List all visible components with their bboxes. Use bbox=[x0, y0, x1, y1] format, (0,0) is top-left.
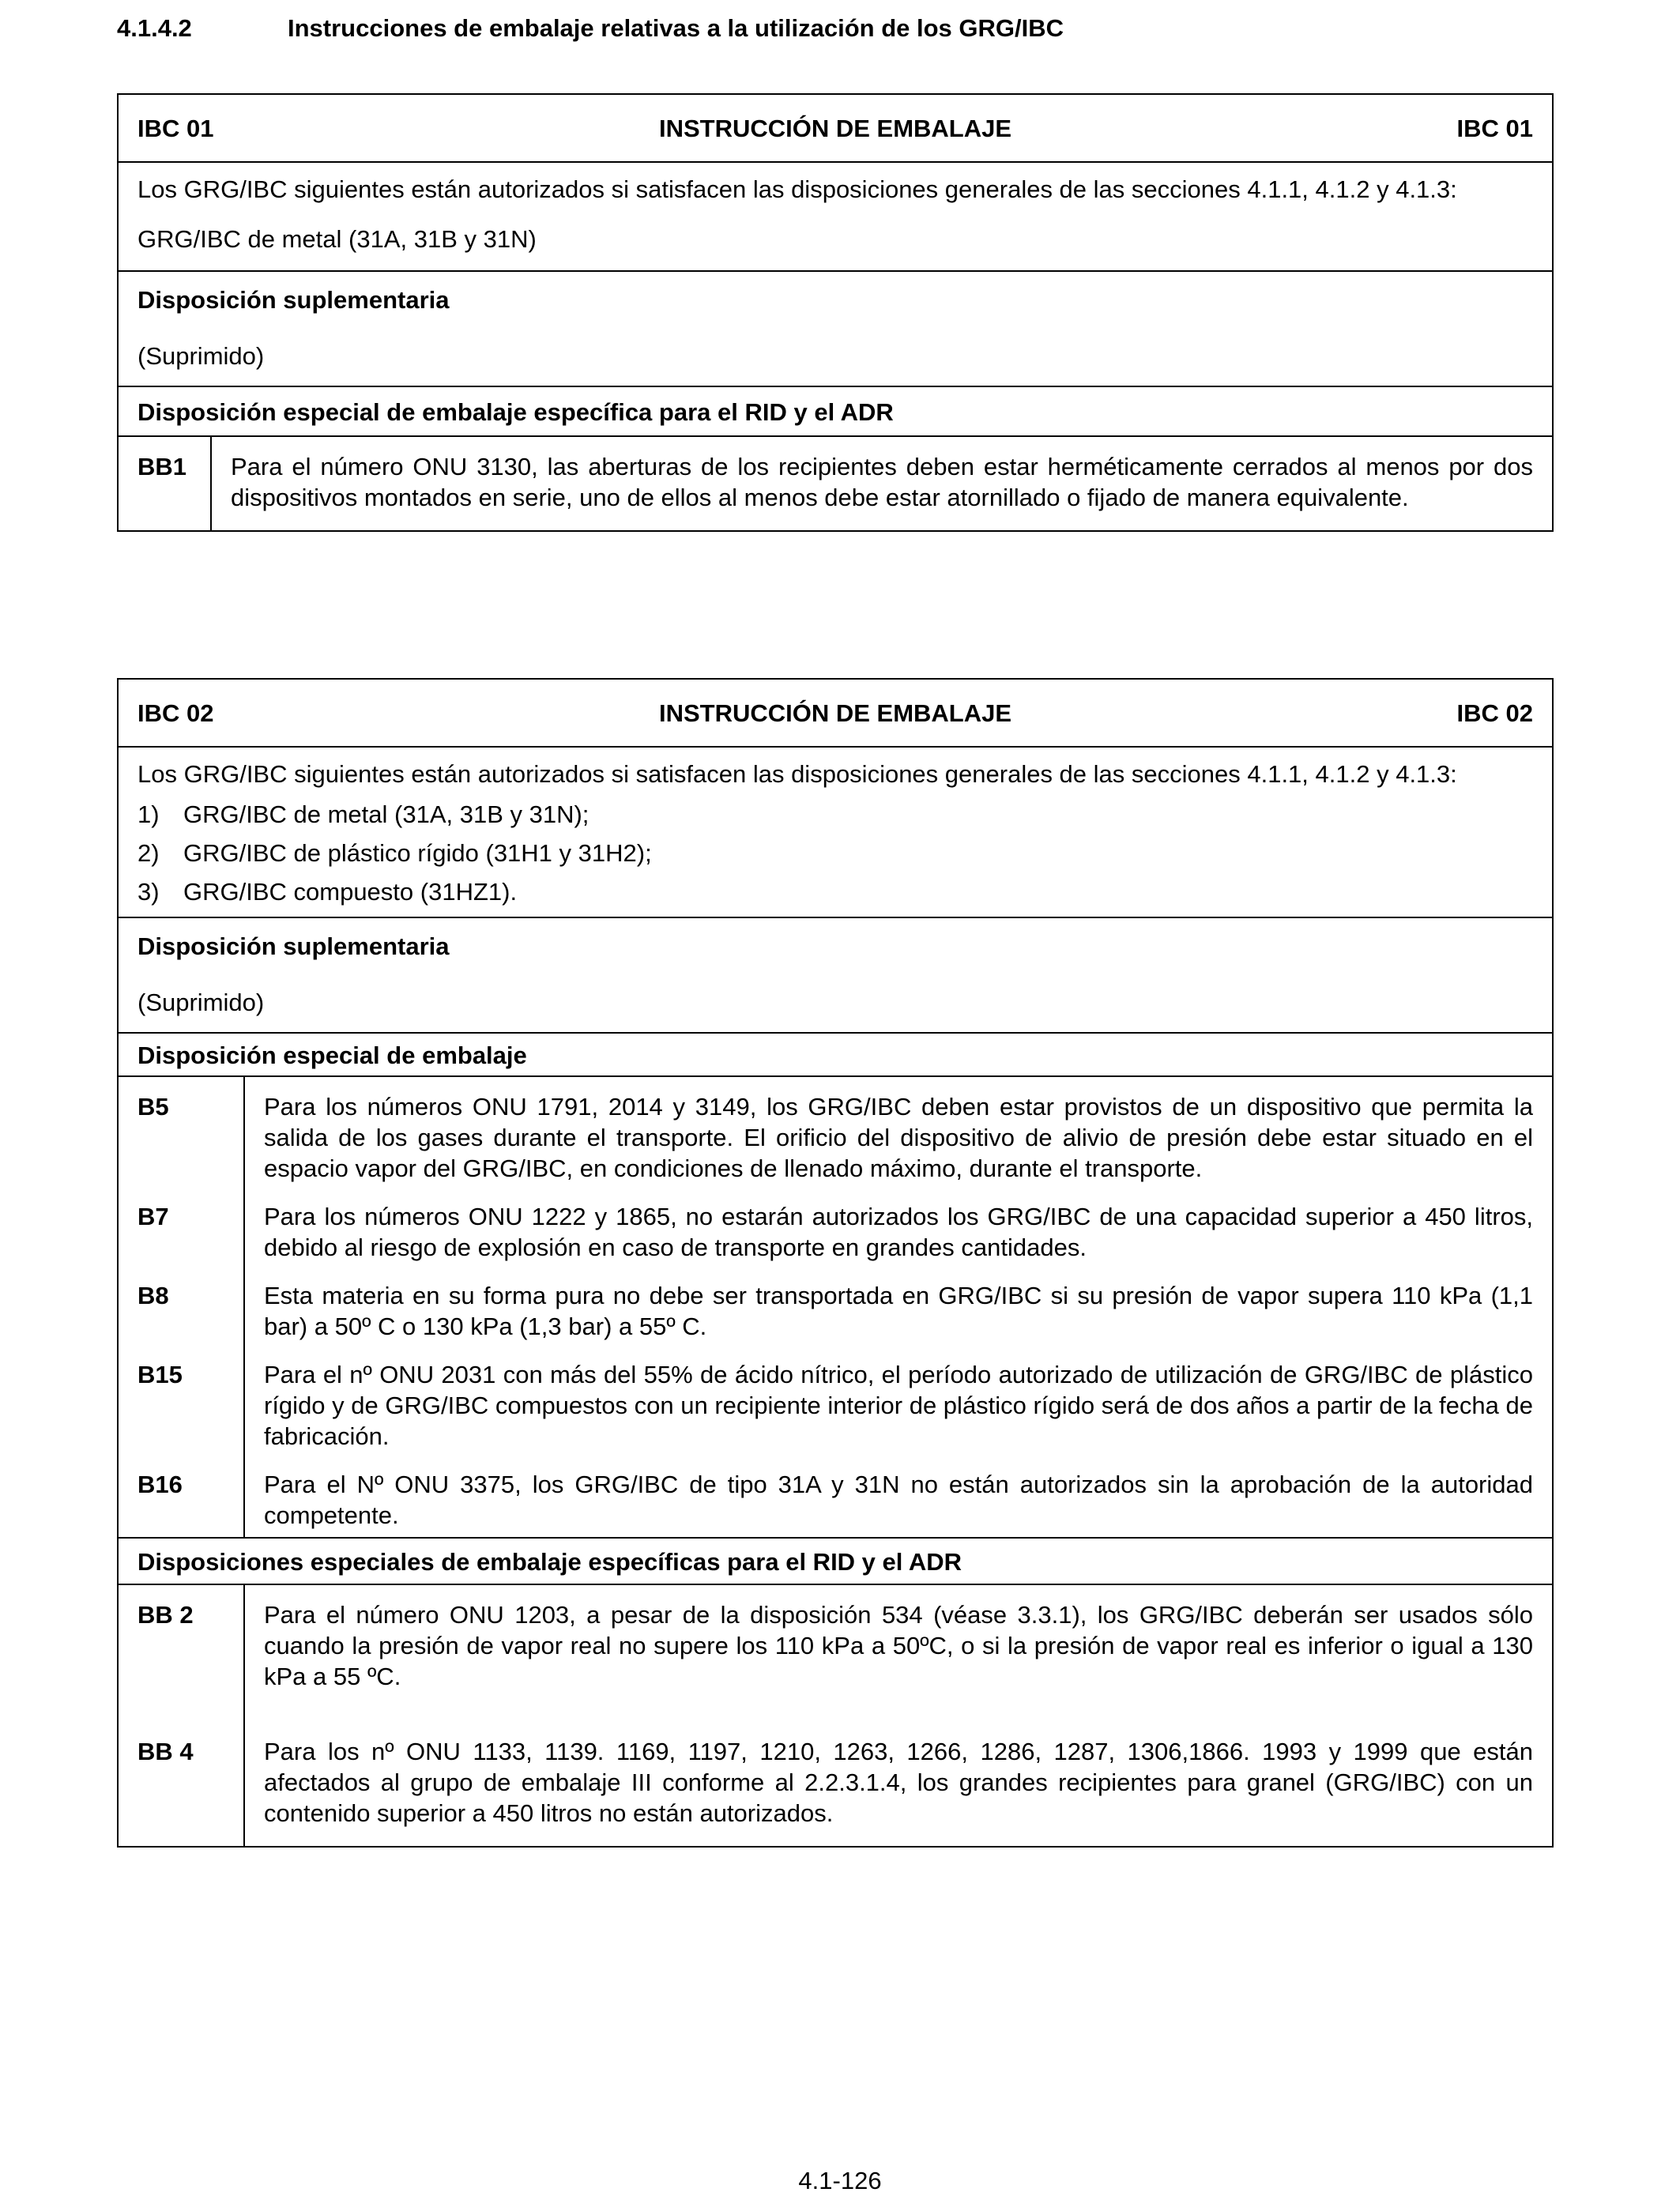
ibc02-container-list bbox=[137, 799, 1533, 907]
ibc01-special-row bbox=[119, 437, 1552, 530]
list-item-text: GRG/IBC de plástico rígido (31H1 y 31H2); bbox=[183, 839, 652, 867]
ibc01-supplementary bbox=[119, 272, 1552, 387]
special-provision-row bbox=[119, 1077, 1552, 1192]
special-provision-row bbox=[119, 1350, 1552, 1460]
ibc01-containers: GRG/IBC de metal (31A, 31B y 31N) bbox=[137, 225, 537, 253]
special-provision-row bbox=[119, 1460, 1552, 1537]
special-provision-row bbox=[119, 1192, 1552, 1271]
section-number: 4.1.4.2 bbox=[117, 14, 192, 42]
special-provision-row bbox=[119, 1271, 1552, 1350]
ibc01-special-code: BB1 bbox=[119, 437, 212, 530]
ibc02-table bbox=[117, 678, 1554, 1848]
ibc01-code-right: IBC 01 bbox=[1456, 114, 1533, 142]
list-item bbox=[137, 876, 1533, 907]
ibc01-special-title-text: Disposición especial de embalaje específica para el RID y el ADR bbox=[137, 398, 894, 426]
special-provision-text: Para los números ONU 1791, 2014 y 3149, los GRG/IBC deben estar provistos de un dispositivo que permita la salida de los gases durante el transporte. El orificio del dispositivo de alivio de presión debe estar situado en el espacio vapor del GRG/IBC, en condiciones de llenado máximo, durante el transporte. bbox=[264, 1093, 1533, 1182]
ibc02-authorized bbox=[119, 748, 1552, 918]
list-item bbox=[137, 838, 1533, 868]
ibc01-special-text: Para el número ONU 3130, las aberturas de los recipientes deben estar herméticamente cerrados al menos por dos dispositivos montados en serie, uno de ellos al menos debe estar atornillado o fijado de manera equivalente. bbox=[231, 453, 1533, 511]
ibc02-rid-adr-title bbox=[119, 1539, 1552, 1585]
special-provision-text: Para los números ONU 1222 y 1865, no estarán autorizados los GRG/IBC de una capacidad superior a 450 litros, debido al riesgo de explosión en caso de transporte en grandes cantidades. bbox=[264, 1203, 1533, 1261]
list-item-number: 1) bbox=[137, 800, 160, 828]
section-title: Instrucciones de embalaje relativas a la utilización de los GRG/IBC bbox=[288, 14, 1064, 42]
ibc02-supplementary bbox=[119, 918, 1552, 1034]
ibc02-special-title bbox=[119, 1034, 1552, 1077]
ibc01-supplementary-title: Disposición suplementaria bbox=[137, 286, 450, 314]
ibc02-title: INSTRUCCIÓN DE EMBALAJE bbox=[658, 699, 1012, 727]
special-provision-code: B16 bbox=[119, 1460, 245, 1537]
rid-adr-provision-text: Para los nº ONU 1133, 1139. 1169, 1197, 1210, 1263, 1266, 1286, 1287, 1306,1866. 1993 y 1999 que están afectados al grupo de embalaje III conforme al 2.2.3.1.4, los grandes recipientes para granel (GRG/IBC) con un contenido superior a 450 litros no están autorizados. bbox=[264, 1738, 1533, 1827]
special-provision-text: Para el Nº ONU 3375, los GRG/IBC de tipo 31A y 31N no están autorizados sin la aprobación de la autoridad competente. bbox=[264, 1471, 1533, 1529]
ibc01-title: INSTRUCCIÓN DE EMBALAJE bbox=[658, 114, 1012, 142]
page-number: 4.1-126 bbox=[798, 2167, 882, 2194]
special-provision-text: Esta materia en su forma pura no debe ser transportada en GRG/IBC si su presión de vapor supera 110 kPa (1,1 bar) a 50º C o 130 kPa (1,3 bar) a 55º C. bbox=[264, 1282, 1533, 1340]
list-item-text: GRG/IBC de metal (31A, 31B y 31N); bbox=[183, 800, 590, 828]
list-item-text: GRG/IBC compuesto (31HZ1). bbox=[183, 878, 518, 906]
special-provision-text: Para el nº ONU 2031 con más del 55% de ácido nítrico, el período autorizado de utilización de GRG/IBC de plástico rígido y de GRG/IBC compuestos con un recipiente interior de plástico rígido será de dos años a partir de la fecha de fabricación. bbox=[264, 1361, 1533, 1450]
ibc02-rid-adr-title-text: Disposiciones especiales de embalaje específicas para el RID y el ADR bbox=[137, 1548, 962, 1576]
ibc01-code-left: IBC 01 bbox=[137, 114, 214, 142]
list-item-number: 2) bbox=[137, 839, 160, 867]
section-heading bbox=[117, 13, 1064, 44]
ibc01-supplementary-text: (Suprimido) bbox=[137, 342, 265, 370]
rid-adr-provision-code: BB 2 bbox=[119, 1585, 245, 1722]
rid-adr-provision-row bbox=[119, 1722, 1552, 1846]
ibc02-supplementary-title: Disposición suplementaria bbox=[137, 932, 450, 960]
special-provision-code: B8 bbox=[119, 1271, 245, 1350]
ibc02-code-left: IBC 02 bbox=[137, 699, 214, 727]
ibc01-table bbox=[117, 93, 1554, 532]
rid-adr-provision-code: BB 4 bbox=[119, 1722, 245, 1846]
special-provision-code: B7 bbox=[119, 1192, 245, 1271]
rid-adr-provision-row bbox=[119, 1585, 1552, 1722]
ibc01-intro: Los GRG/IBC siguientes están autorizados si satisfacen las disposiciones generales de las secciones 4.1.1, 4.1.2 y 4.1.3: bbox=[137, 175, 1457, 203]
list-item bbox=[137, 799, 1533, 830]
ibc02-intro: Los GRG/IBC siguientes están autorizados si satisfacen las disposiciones generales de las secciones 4.1.1, 4.1.2 y 4.1.3: bbox=[137, 760, 1457, 788]
ibc01-header bbox=[119, 95, 1552, 163]
ibc01-authorized bbox=[119, 163, 1552, 272]
list-item-number: 3) bbox=[137, 878, 160, 906]
special-provision-code: B5 bbox=[119, 1077, 245, 1192]
ibc02-header bbox=[119, 680, 1552, 748]
ibc02-code-right: IBC 02 bbox=[1456, 699, 1533, 727]
special-provision-code: B15 bbox=[119, 1350, 245, 1460]
rid-adr-provision-text: Para el número ONU 1203, a pesar de la disposición 534 (véase 3.3.1), los GRG/IBC deberán ser usados sólo cuando la presión de vapor real no supere los 110 kPa a 50ºC, o si la presión de vapor real es inferior o igual a 130 kPa a 55 ºC. bbox=[264, 1601, 1533, 1690]
ibc02-special-title-text: Disposición especial de embalaje bbox=[137, 1041, 527, 1069]
ibc02-special-provisions bbox=[119, 1077, 1552, 1539]
ibc02-supplementary-text: (Suprimido) bbox=[137, 989, 265, 1016]
ibc01-special-title bbox=[119, 387, 1552, 437]
